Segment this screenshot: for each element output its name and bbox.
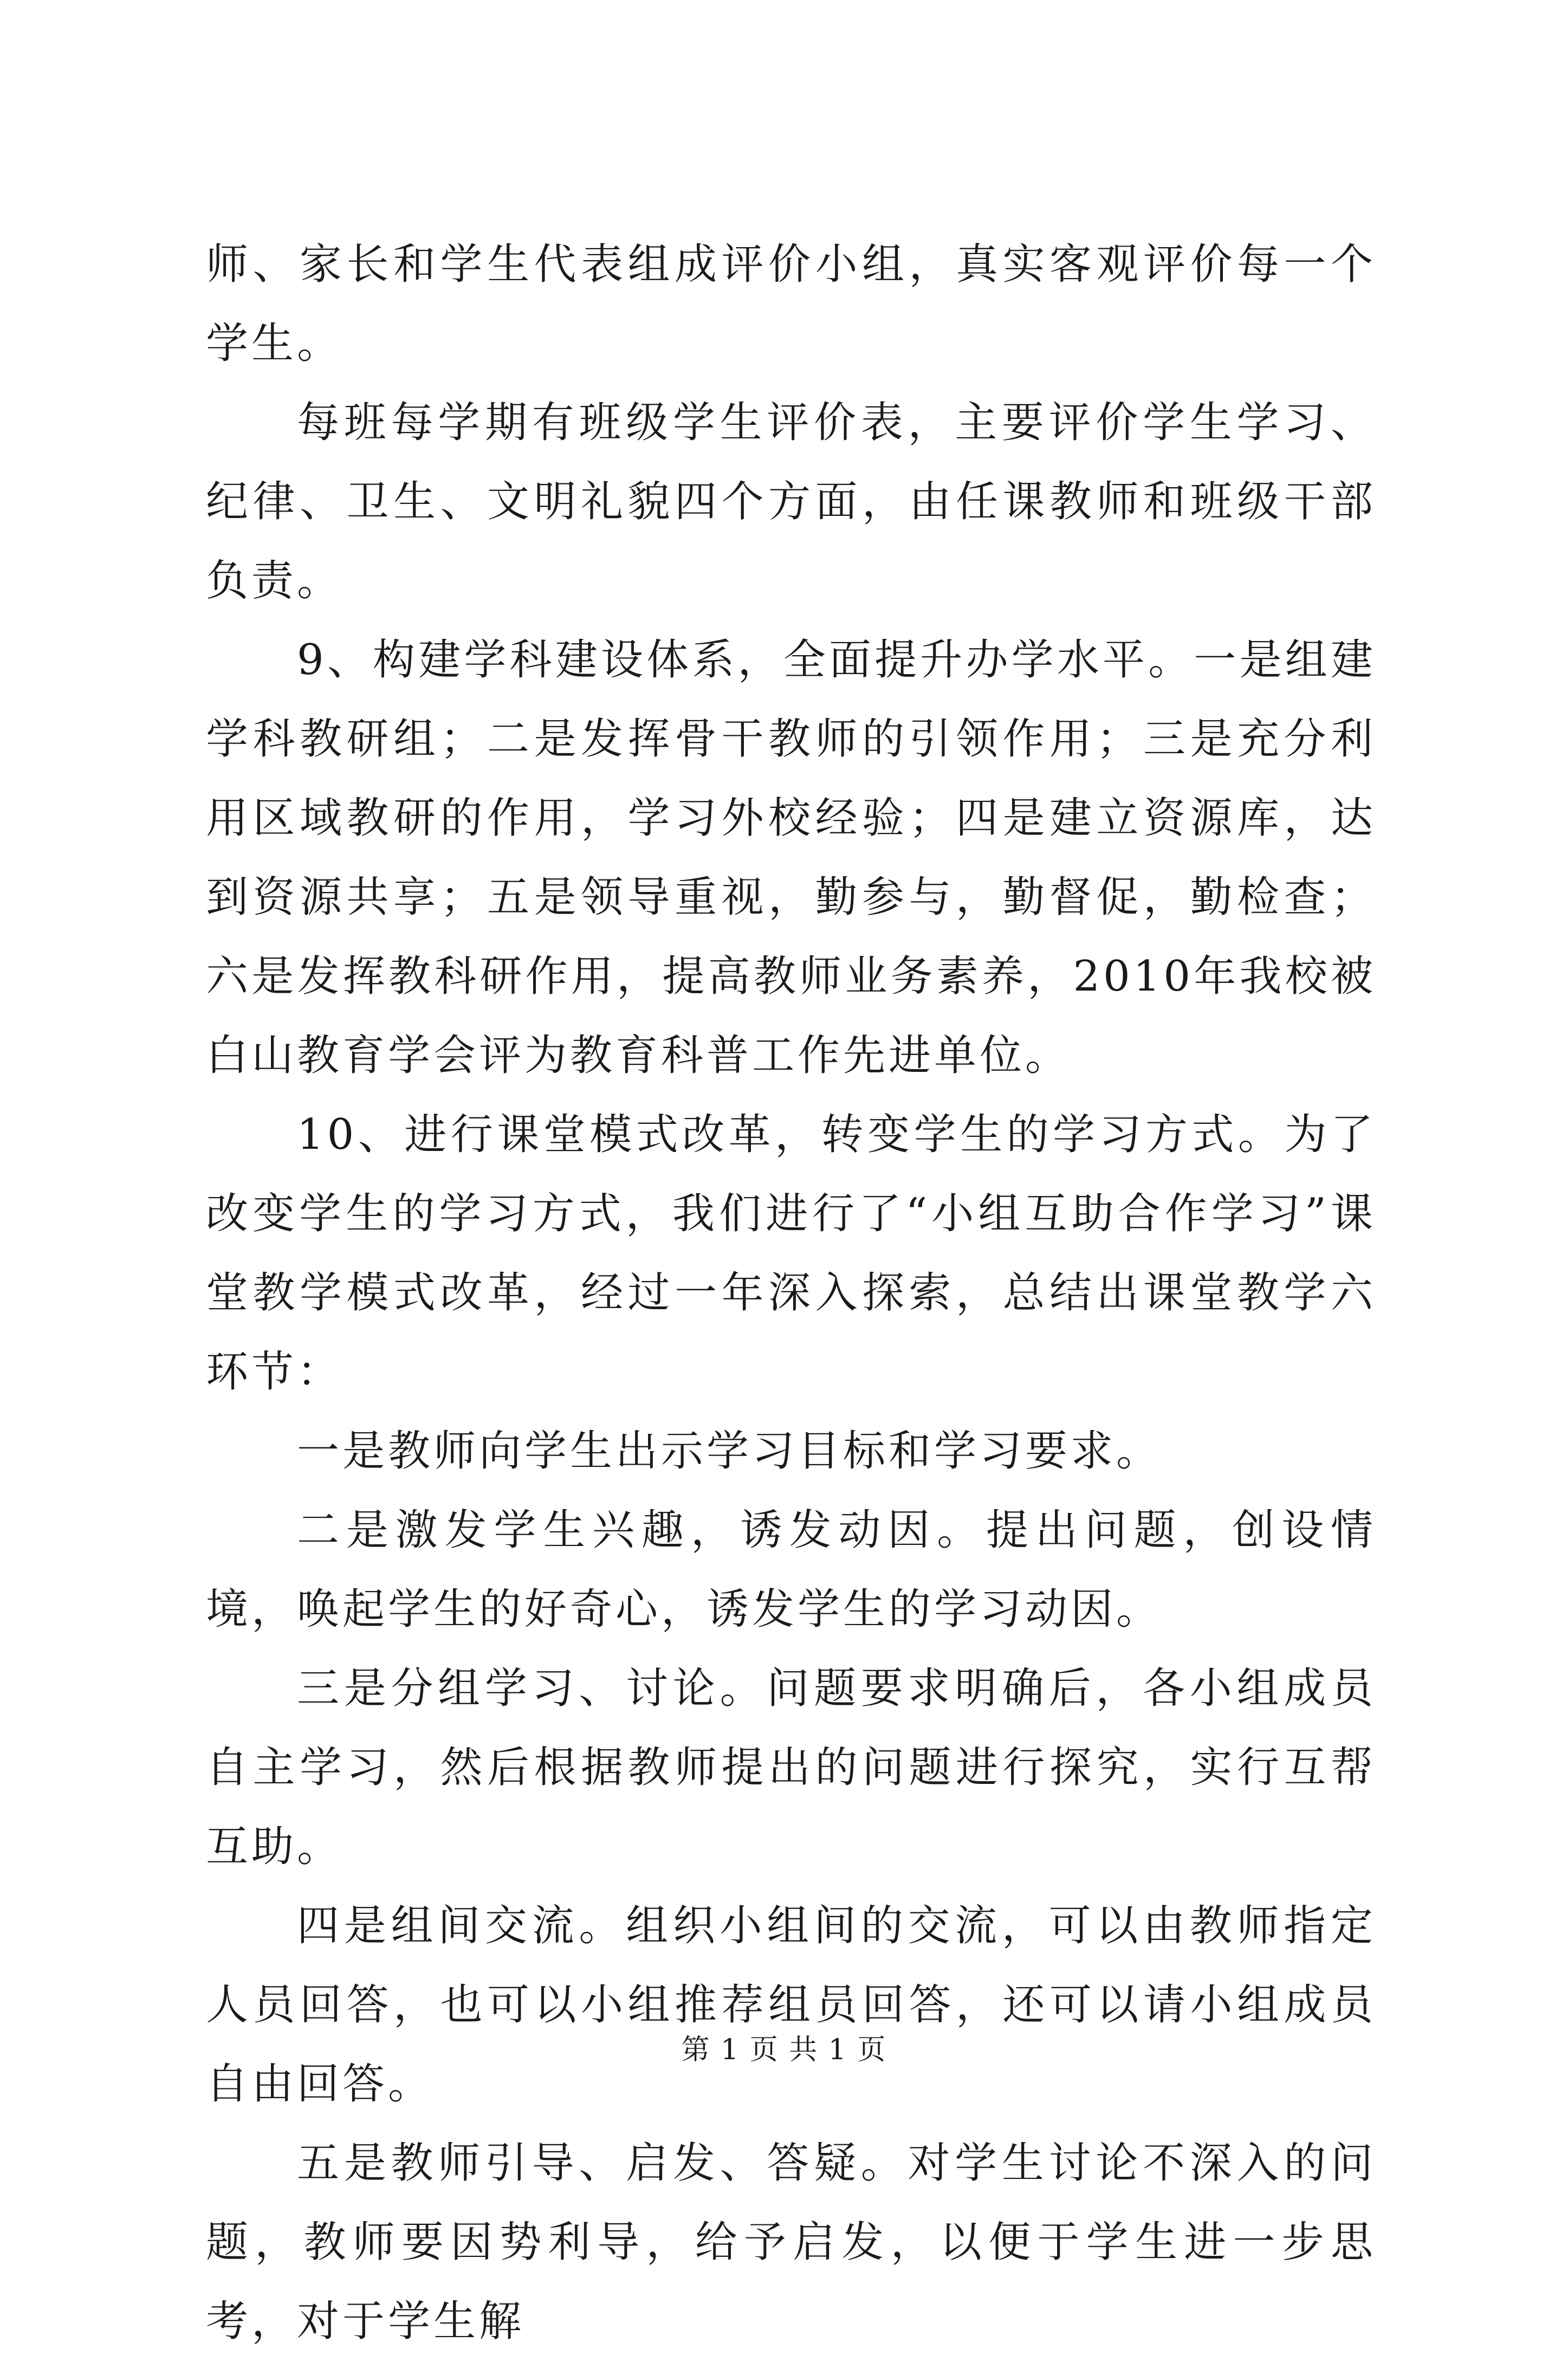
paragraph-3: 9、构建学科建设体系，全面提升办学水平。一是组建学科教研组；二是发挥骨干教师的引领作用；三是充分利用区域教研的作用，学习外校经验；四是建立资源库，达到资源共享；五是领导重视，勤参与，勤督促，勤检查；六是发挥教科研作用，提高教师业务素养，2010年我校被白山教育学会评为教育科普工作先进单位。 (206, 636, 1376, 1080)
paragraph-6: 二是激发学生兴趣，诱发动因。提出问题，创设情境，唤起学生的好奇心，诱发学生的学习动因。 (206, 1506, 1376, 1634)
paragraph-9: 五是教师引导、启发、答疑。对学生讨论不深入的问题，教师要因势利导，给予启发，以便于学生进一步思考，对于学生解 (206, 2139, 1376, 2346)
paragraph-5: 一是教师向学生出示学习目标和学习要求。 (297, 1427, 1162, 1476)
paragraph-8: 四是组间交流。组织小组间的交流，可以由教师指定人员回答，也可以小组推荐组员回答，还可以请小组成员自由回答。 (206, 1901, 1376, 2108)
page-footer: 第 1 页 共 1 页 (681, 2034, 887, 2066)
paragraph-2: 每班每学期有班级学生评价表，主要评价学生学习、纪律、卫生、文明礼貌四个方面，由任课教师和班级干部负责。 (206, 398, 1376, 605)
paragraph-7: 三是分组学习、讨论。问题要求明确后，各小组成员自主学习，然后根据教师提出的问题进行探究，实行互帮互助。 (206, 1664, 1376, 1871)
paragraph-4: 10、进行课堂模式改革，转变学生的学习方式。为了改变学生的学习方式，我们进行了“小组互助合作学习”课堂教学模式改革，经过一年深入探索，总结出课堂教学六环节： (206, 1110, 1376, 1396)
paragraph-1: 师、家长和学生代表组成评价小组，真实客观评价每一个学生。 (206, 240, 1376, 368)
